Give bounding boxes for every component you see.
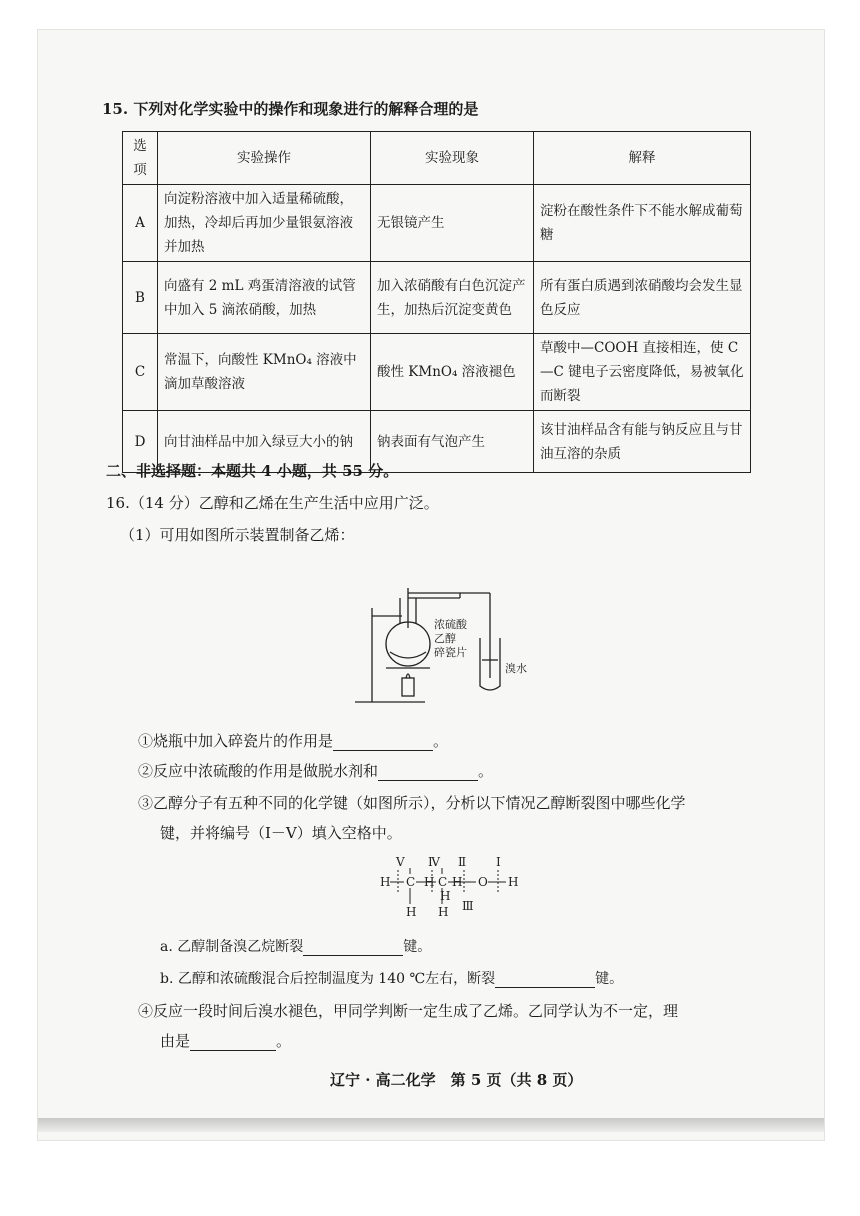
item-1 xyxy=(138,730,448,751)
answer-blank[interactable] xyxy=(190,1036,276,1051)
atom-h: H xyxy=(452,875,463,889)
item-4-text: 由是 xyxy=(160,1032,191,1050)
operation-cell: 常温下，向酸性 KMnO₄ 溶液中滴加草酸溶液 xyxy=(158,334,371,411)
label-porcelain-chips: 碎瓷片 xyxy=(434,646,467,659)
sub-b-text: b. 乙醇和浓硫酸混合后控制温度为 140 ℃左右，断裂 xyxy=(160,971,496,987)
bond-label-iii: Ⅲ xyxy=(462,899,474,913)
option-cell: A xyxy=(123,185,158,262)
explanation-cell: 该甘油样品含有能与钠反应且与甘油互溶的杂质 xyxy=(534,411,751,473)
item-2 xyxy=(138,760,493,781)
phenomenon-cell: 钠表面有气泡产生 xyxy=(371,411,534,473)
explanation-cell: 所有蛋白质遇到浓硝酸均会发生显色反应 xyxy=(534,262,751,334)
ethanol-bond-structure xyxy=(380,850,530,926)
phenomenon-cell: 加入浓硝酸有白色沉淀产生，加热后沉淀变黄色 xyxy=(371,262,534,334)
atom-c: C xyxy=(438,875,448,889)
label-conc-sulfuric-acid: 浓硫酸 xyxy=(434,618,467,631)
atom-h: H xyxy=(508,875,519,889)
sub-b-suffix: 键。 xyxy=(595,971,624,987)
bond-label-i: Ⅰ xyxy=(496,855,501,869)
label-bromine-water: 溴水 xyxy=(505,662,527,675)
sub-a-suffix: 键。 xyxy=(403,939,432,955)
item-3-line-1: ③乙醇分子有五种不同的化学键（如图所示），分析以下情况乙醇断裂图中哪些化学 xyxy=(138,794,686,812)
atom-h: H xyxy=(438,905,449,919)
item-2-text: ②反应中浓硫酸的作用是做脱水剂和 xyxy=(138,762,379,780)
experiment-table xyxy=(122,131,751,473)
item-4-line-2 xyxy=(160,1030,291,1051)
sub-a-text: a. 乙醇制备溴乙烷断裂 xyxy=(160,939,304,955)
bond-label-iv: Ⅳ xyxy=(428,855,440,869)
atom-h: H xyxy=(424,875,435,889)
explanation-cell: 淀粉在酸性条件下不能水解成葡萄糖 xyxy=(534,185,751,262)
bond-label-v: Ⅴ xyxy=(396,855,405,869)
table-row xyxy=(123,185,751,262)
table-header: 解释 xyxy=(534,132,751,185)
bond-label-ii: Ⅱ xyxy=(458,855,467,869)
atom-h: H xyxy=(380,875,391,889)
item-4-line-1: ④反应一段时间后溴水褪色，甲同学判断一定生成了乙烯。乙同学认为不一定，理 xyxy=(138,1002,679,1020)
answer-blank[interactable] xyxy=(333,736,433,751)
item-4-suffix: 。 xyxy=(276,1032,292,1050)
atom-o: O xyxy=(478,875,488,889)
sub-question-b xyxy=(160,968,623,988)
table-header: 选项 xyxy=(123,132,158,185)
phenomenon-cell: 酸性 KMnO₄ 溶液褪色 xyxy=(371,334,534,411)
item-3-line-2: 键，并将编号（Ⅰ－Ⅴ）填入空格中。 xyxy=(160,824,402,842)
label-ethanol: 乙醇 xyxy=(434,632,456,645)
section-title: 二、非选择题：本题共 4 小题，共 55 分。 xyxy=(106,462,399,480)
sub-question-a xyxy=(160,936,431,956)
atom-h: H xyxy=(406,905,417,919)
question-16-part-1: （1）可用如图所示装置制备乙烯： xyxy=(120,526,355,544)
answer-blank[interactable] xyxy=(378,766,478,781)
question-15-stem: 15. 下列对化学实验中的操作和现象进行的解释合理的是 xyxy=(102,100,479,118)
option-cell: B xyxy=(123,262,158,334)
alcohol-lamp xyxy=(402,678,414,696)
atom-c: C xyxy=(406,875,416,889)
option-cell: C xyxy=(123,334,158,411)
item-1-text: ①烧瓶中加入碎瓷片的作用是 xyxy=(138,732,334,750)
answer-blank[interactable] xyxy=(495,973,595,988)
table-header: 实验现象 xyxy=(371,132,534,185)
operation-cell: 向盛有 2 mL 鸡蛋清溶液的试管中加入 5 滴浓硝酸，加热 xyxy=(158,262,371,334)
answer-blank[interactable] xyxy=(303,941,403,956)
item-1-suffix: 。 xyxy=(433,732,449,750)
option-cell: D xyxy=(123,411,158,473)
ethylene-apparatus-diagram xyxy=(350,568,540,718)
atom-h: H xyxy=(440,889,451,903)
flask xyxy=(386,622,430,666)
explanation-cell: 草酸中—COOH 直接相连，使 C—C 键电子云密度降低，易被氧化而断裂 xyxy=(534,334,751,411)
phenomenon-cell: 无银镜产生 xyxy=(371,185,534,262)
operation-cell: 向淀粉溶液中加入适量稀硫酸，加热，冷却后再加少量银氨溶液并加热 xyxy=(158,185,371,262)
table-row xyxy=(123,334,751,411)
item-2-suffix: 。 xyxy=(478,762,494,780)
flask-liquid xyxy=(390,652,426,658)
question-16-stem: 16.（14 分）乙醇和乙烯在生产生活中应用广泛。 xyxy=(106,494,439,512)
table-row xyxy=(123,262,751,334)
operation-cell: 向甘油样品中加入绿豆大小的钠 xyxy=(158,411,371,473)
page-footer: 辽宁 · 高二化学 第 5 页（共 8 页） xyxy=(330,1071,583,1089)
table-header: 实验操作 xyxy=(158,132,371,185)
table-header-row xyxy=(123,132,751,185)
